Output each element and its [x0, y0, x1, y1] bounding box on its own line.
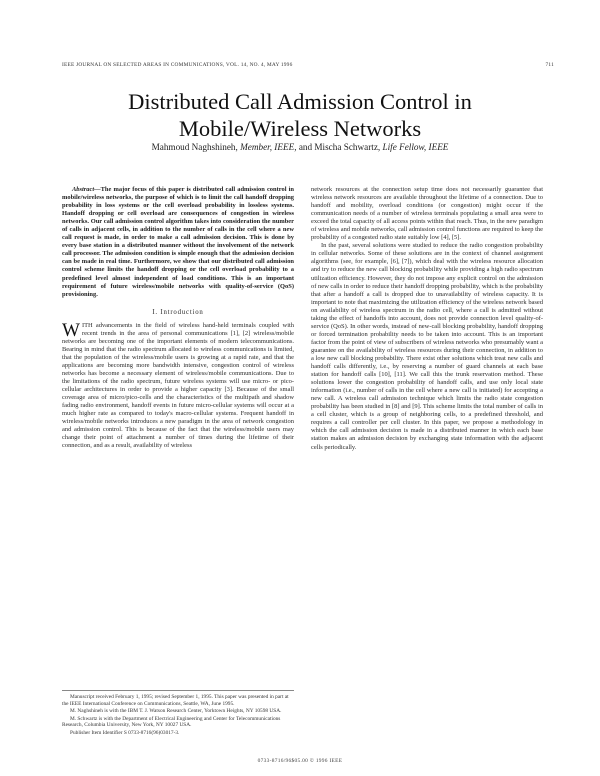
footnotes [62, 690, 294, 738]
right-column [311, 186, 543, 452]
right-paragraph-1: network resources at the connection setup time does not necessarily guarantee that wireless network resources are available throughout the lifetime of a connection. Due to handoff and mobility, overload conditions (or congestion) might occur if the communication needs of a number of wireless terminals populating a small area were to exceed the total capacity of all access points within that reach. Thus, in the new paradigm of wireless and mobile networks, call admission control functions are required to keep the probability of a congested radio state suitably low [4], [5]. [311, 186, 543, 242]
title-line-2: Mobile/Wireless Networks [178, 116, 422, 141]
running-head [62, 62, 554, 68]
footnote-author-2: M. Schwartz is with the Department of Electrical Engineering and Center for Telecommunications Research, Columbia University, New York, NY 10027 USA. [62, 715, 281, 729]
right-paragraph-2: In the past, several solutions were studied to reduce the radio congestion probability in cellular networks. Some of these solutions are in the context of channel assignment algorithms (see, for example, [6], [7]), which deal with the wireless resource allocation and try to reduce the new call blocking probability while providing a high radio spectrum utilization efficiency. However, they do not impose any explicit control on the admission of new calls in order to reduce their handoff dropping probability, which is the probability that after a handoff a call is dropped due to unavailability of wireless capacity. It is important to note that maximizing the utilization efficiency of the wireless network based on availability of wireless spectrum in the radio cell, where a call is admitted without taking the effect of handoffs into account, does not provide connection level quality-of-service (QoS). In other words, instead of new-call blocking probability, handoff dropping or forced termination probability needs to be taken into account. This is an important factor from the point of view of subscribers of wireless networks who presumably want a guarantee on the availability of wireless resources during their connection, in addition to a low new call blocking probability. There exist other solutions which treat new calls and handoff calls differently, i.e., by reserving a number of guard channels at each base station for handoff calls [10], [11]. We call this the trunk reservation method. These solutions lower the congestion probability of handoff calls, and use only local state information (i.e., number of calls in the cell where a new call is initiated) for accepting a new call. A wireless call admission technique which limits the radio state congestion probability has been studied in [8] and [9]. This scheme limits the total number of calls in a cell cluster, which is a group of neighboring cells, to a predefined threshold, and requires a call controller per cell cluster. In this paper, we propose a methodology in which the call admission decision is made in a distributed manner in which each base station makes an admission decision by exchanging state information with the adjacent cells periodically. [311, 242, 543, 451]
footnote-author-1: M. Naghshineh is with the IBM T. J. Watson Research Center, Yorktown Heights, NY 10598 USA. [70, 708, 282, 715]
intro-paragraph [62, 319, 294, 451]
section-heading-introduction: I. Introduction [152, 308, 204, 316]
left-column [62, 186, 294, 450]
intro-paragraph-text: ITH advancements in the field of wireless hand-held terminals coupled with recent trends in the area of personal communications [1], [2] wireless/mobile networks are becoming one of the important elements of modern telecommunications. Bearing in mind that the radio spectrum allocated to wireless communications is limited, that the population of the wireless/mobile users is growing at a rapid rate, and that the applications are becoming more bandwidth intensive, congestion control of wireless networks has become a necessary element of wireless/mobile communications. Due to the limitations of the radio spectrum, future wireless systems will use micro- or pico-cellular architectures in order to provide a higher capacity [3]. Because of the small coverage area of micro/pico-cells and the characteristics of the multipath and shadow fading radio environment, handoff events in future micro-cellular systems will occur at a much higher rate as compared to today's macro-cellular systems. Frequent handoff in wireless/mobile networks introduces a new paradigm in the area of network congestion and admission control. This is because of the fact that the wireless/mobile users may change their point of attachment a number of times during the lifetime of their connection, and as a result, availability of wireless [62, 321, 294, 450]
abstract [62, 186, 294, 299]
footnote-manuscript: Manuscript received February 1, 1995; revised September 1, 1995. This paper was presented in part at the IEEE International Conference on Communications, Seattle, WA, June 1995. [62, 694, 289, 707]
title-line-1: Distributed Call Admission Control in [128, 89, 472, 114]
page-number: 711 [545, 62, 554, 68]
drop-cap: W [62, 319, 80, 341]
journal-name: IEEE JOURNAL ON SELECTED AREAS IN COMMUNICATIONS, VOL. 14, NO. 4, MAY 1996 [62, 62, 293, 68]
author-2-name: Mischa Schwartz, [314, 142, 381, 152]
paper-title [0, 88, 600, 142]
author-1-role: Member, IEEE, [240, 142, 297, 152]
author-1-name: Mahmoud Naghshineh, [151, 142, 238, 152]
footnote-pii: Publisher Item Identifier S 0733-8716(96)03017-3. [70, 729, 180, 736]
author-line [0, 142, 600, 152]
author-connector: and [298, 142, 313, 152]
copyright-footer: 0733-8716/96$05.00 © 1996 IEEE [257, 758, 343, 764]
abstract-label: Abstract— [72, 186, 101, 193]
abstract-text: The major focus of this paper is distributed call admission control in mobile/wireless networks, the purpose of which is to limit the call handoff dropping probability in loss systems or the cell overload probability in lossless systems. Handoff dropping or cell overload are consequences of congestion in wireless networks. Our call admission control algorithm takes into consideration the number of calls in adjacent cells, in addition to the number of calls in the cell where a new call request is made, in order to make a call admission decision. This is done by every base station in a distributed manner without the involvement of the network call processor. The admission condition is simple enough that the admission decision can be made in real time. Furthermore, we show that our distributed call admission control scheme limits the handoff dropping or the cell overload probability to a predefined level almost independent of load conditions. This is an important requirement of future wireless/mobile networks with quality-of-service (QoS) provisioning. [62, 186, 294, 298]
author-2-role: Life Fellow, IEEE [382, 142, 449, 152]
